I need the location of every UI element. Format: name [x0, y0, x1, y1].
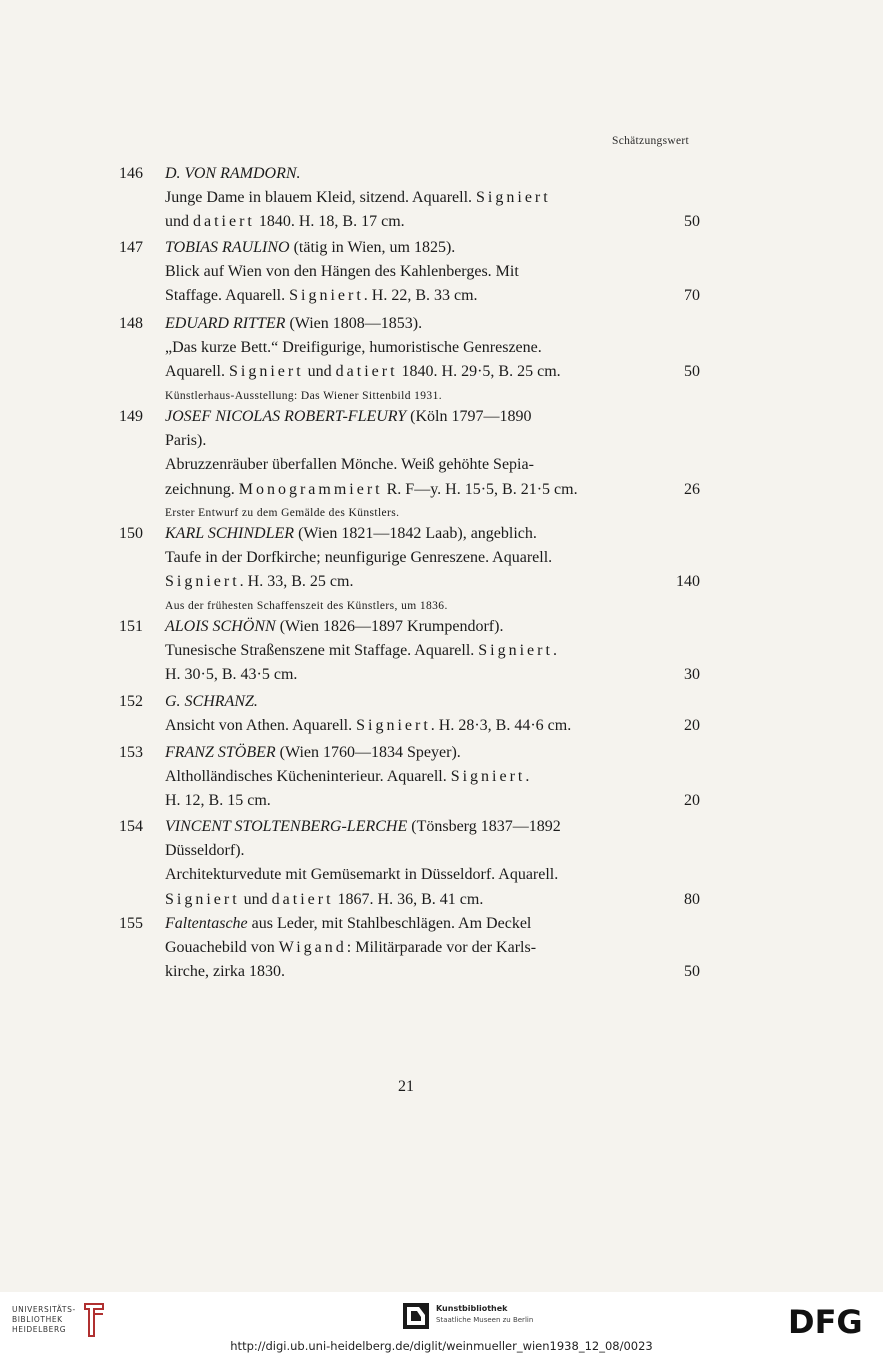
- spaced-term: datiert: [193, 213, 255, 231]
- spaced-term: Signiert: [165, 890, 240, 908]
- artist-dates: (Wien 1821—1842 Laab), angeblich.: [298, 525, 537, 542]
- description-line: aus Leder, mit Stahlbeschlägen. Am Deckel: [251, 915, 532, 932]
- artist-dates: (Köln 1797—1890: [410, 408, 532, 425]
- spaced-term: Signiert: [289, 287, 364, 305]
- description-line: .: [552, 642, 557, 660]
- entry-number: 152: [119, 693, 143, 710]
- university-name-line: HEIDELBERG: [12, 1325, 67, 1334]
- estimate-value: 50: [684, 963, 700, 981]
- entry-number: 150: [119, 525, 143, 542]
- spaced-term: datiert: [271, 890, 334, 908]
- description-line: zeichnung.: [165, 480, 235, 498]
- entry-text: [165, 312, 643, 407]
- artist-dates: (Tönsberg 1837—1892: [411, 818, 561, 835]
- spaced-term: Signiert: [228, 363, 304, 381]
- artist-name: TOBIAS RAULINO: [165, 239, 290, 256]
- description-line: Blick auf Wien von den Hängen des Kahlenberges. Mit: [165, 263, 519, 281]
- entry-text: [165, 162, 643, 235]
- entry-number: 149: [119, 408, 143, 425]
- dfg-logo-text: DFG: [788, 1305, 863, 1337]
- description-line: Junge Dame in blauem Kleid, sitzend. Aquarell.: [165, 189, 473, 207]
- spaced-term: Signiert: [476, 189, 551, 207]
- description-line: „Das kurze Bett.“ Dreifigurige, humoristische Genreszene.: [165, 339, 542, 357]
- artist-name: EDUARD RITTER: [165, 315, 286, 332]
- description-line: .: [525, 768, 530, 786]
- description-line: Gouachebild von: [165, 939, 275, 957]
- artist-name: VINCENT STOLTENBERG-LERCHE: [165, 818, 408, 835]
- entry-number: 148: [119, 315, 143, 332]
- estimate-value: 50: [684, 363, 700, 381]
- spaced-term: Signiert: [165, 573, 240, 591]
- estimate-value: 26: [684, 480, 700, 498]
- entry-number: 146: [119, 165, 143, 182]
- column-header: Schätzungswert: [612, 135, 690, 147]
- entry-text: [165, 815, 643, 912]
- artist-name: D. VON RAMDORN.: [165, 165, 301, 182]
- kunstbibliothek-title: Kunstbibliothek: [436, 1304, 508, 1313]
- spaced-term: datiert: [335, 363, 398, 381]
- description-line: und: [307, 363, 332, 381]
- estimate-value: 140: [676, 573, 700, 591]
- spaced-term: Monogrammiert: [238, 480, 383, 498]
- artist-dates: (Wien 1826—1897 Krumpendorf).: [279, 618, 504, 635]
- description-line: . H. 22, B. 33 cm.: [363, 287, 478, 305]
- dfg-logo: [786, 1305, 870, 1337]
- description-line: kirche, zirka 1830.: [165, 963, 285, 981]
- entry-number: 155: [119, 915, 143, 932]
- description-line: Altholländisches Kücheninterieur. Aquarell.: [165, 768, 447, 786]
- entry-text: [165, 615, 643, 688]
- description-line: und: [165, 213, 189, 231]
- artist-dates-continued: Paris).: [165, 432, 207, 450]
- artist-dates: (tätig in Wien, um 1825).: [293, 239, 456, 256]
- artist-dates: (Wien 1760—1834 Speyer).: [279, 744, 461, 761]
- artist-dates: (Wien 1808—1853).: [289, 315, 423, 332]
- entry-text: [165, 405, 643, 524]
- provenance-note: Künstlerhaus-Ausstellung: Das Wiener Sittenbild 1931.: [165, 389, 443, 402]
- description-line: . H. 28·3, B. 44·6 cm.: [430, 717, 572, 735]
- spaced-term: Signiert: [450, 768, 526, 786]
- spaced-term: Signiert: [356, 717, 431, 735]
- entry-text: [165, 690, 643, 738]
- spaced-term: Wigand: [278, 939, 347, 957]
- description-line: 1840. H. 18, B. 17 cm.: [258, 213, 405, 231]
- description-line: 1840. H. 29·5, B. 25 cm.: [401, 363, 561, 381]
- entry-text: [165, 236, 643, 309]
- artist-name: KARL SCHINDLER: [165, 525, 295, 542]
- entry-number: 151: [119, 618, 143, 635]
- entry-text: [165, 912, 643, 985]
- artist-dates-continued: Düsseldorf).: [165, 842, 245, 860]
- entry-text: [165, 522, 643, 617]
- estimate-value: 50: [684, 213, 700, 231]
- description-line: und: [243, 890, 268, 908]
- estimate-value: 20: [684, 717, 700, 735]
- kunstbibliothek-logo-icon: [403, 1303, 429, 1329]
- entry-text: [165, 741, 643, 814]
- entry-number: 154: [119, 818, 143, 835]
- artist-name: ALOIS SCHÖNN: [165, 618, 276, 635]
- university-name-line: BIBLIOTHEK: [12, 1315, 63, 1324]
- description-line: Ansicht von Athen. Aquarell.: [165, 717, 353, 735]
- object-name: Faltentasche: [165, 915, 248, 932]
- description-line: Aquarell.: [165, 363, 225, 381]
- source-url[interactable]: http://digi.ub.uni-heidelberg.de/diglit/weinmueller_wien1938_12_08/0023: [230, 1339, 653, 1353]
- description-line: : Militärparade vor der Karls-: [346, 939, 537, 957]
- entry-number: 153: [119, 744, 143, 761]
- estimate-value: 70: [684, 287, 700, 305]
- artist-name: G. SCHRANZ.: [165, 693, 258, 710]
- entry-number: 147: [119, 239, 143, 256]
- provenance-note: Aus der frühesten Schaffenszeit des Künstlers, um 1836.: [165, 599, 448, 612]
- description-line: R. F—y. H. 15·5, B. 21·5 cm.: [386, 480, 578, 498]
- page-number: 21: [398, 1078, 414, 1095]
- spaced-term: Signiert: [478, 642, 553, 660]
- description-line: H. 12, B. 15 cm.: [165, 792, 271, 810]
- artist-name: FRANZ STÖBER: [165, 744, 276, 761]
- description-line: . H. 33, B. 25 cm.: [239, 573, 354, 591]
- estimate-value: 30: [684, 666, 700, 684]
- provenance-note: Erster Entwurf zu dem Gemälde des Künstlers.: [165, 506, 400, 519]
- description-line: Staffage. Aquarell.: [165, 287, 286, 305]
- estimate-value: 20: [684, 792, 700, 810]
- artist-name: JOSEF NICOLAS ROBERT-FLEURY: [165, 408, 407, 425]
- estimate-value: 80: [684, 890, 700, 908]
- description-line: 1867. H. 36, B. 41 cm.: [337, 890, 484, 908]
- university-name-line: UNIVERSITÄTS-: [12, 1305, 76, 1314]
- description-line: Tunesische Straßenszene mit Staffage. Aquarell.: [165, 642, 475, 660]
- description-line: Abruzzenräuber überfallen Mönche. Weiß gehöhte Sepia-: [165, 456, 534, 474]
- description-line: H. 30·5, B. 43·5 cm.: [165, 666, 298, 684]
- university-logo-icon: [81, 1300, 107, 1338]
- description-line: Taufe in der Dorfkirche; neunfigurige Genreszene. Aquarell.: [165, 549, 553, 567]
- description-line: Architekturvedute mit Gemüsemarkt in Düsseldorf. Aquarell.: [165, 866, 559, 884]
- kunstbibliothek-subtitle: Staatliche Museen zu Berlin: [436, 1316, 534, 1324]
